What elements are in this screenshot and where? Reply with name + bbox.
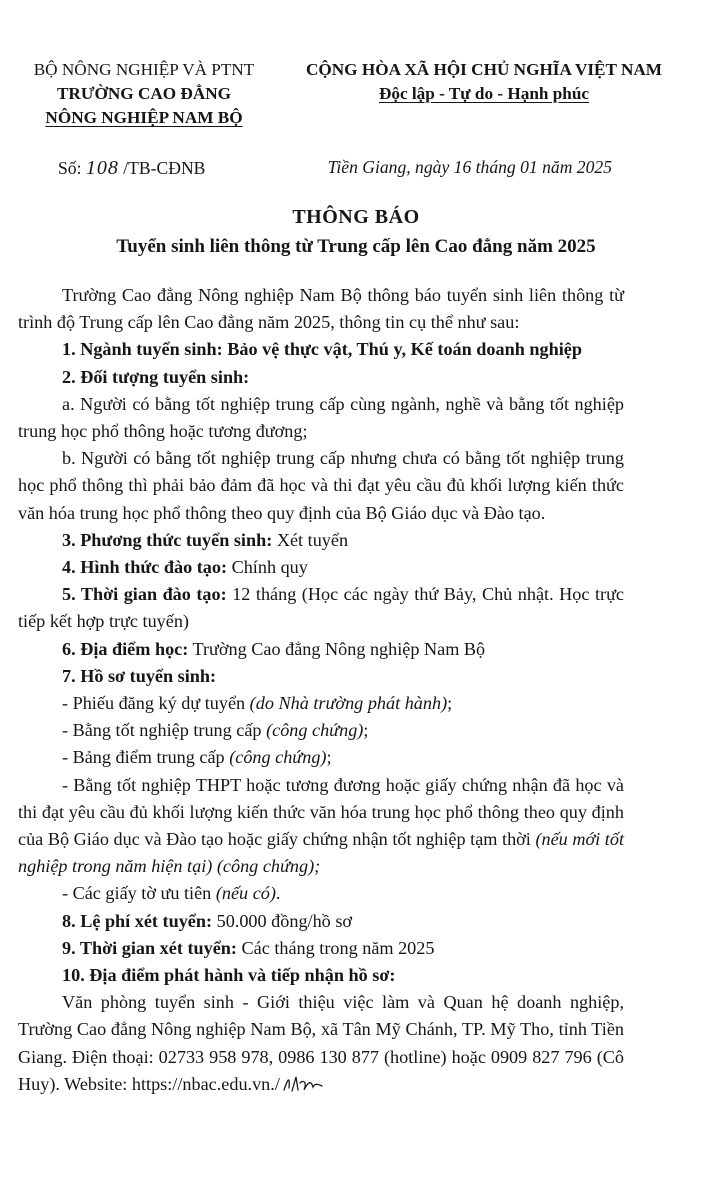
- section-8: 8. Lệ phí xét tuyển: 50.000 đồng/hồ sơ: [62, 910, 353, 931]
- school-name-line1: TRƯỜNG CAO ĐẲNG: [56, 84, 232, 103]
- intro-paragraph: Trường Cao đẳng Nông nghiệp Nam Bộ thông báo tuyển sinh liên thông từ trình độ Trung cấp lên Cao đẳng năm 2025, thông tin cụ thể như sau:: [18, 285, 624, 333]
- section-2a: a. Người có bằng tốt nghiệp trung cấp cùng ngành, nghề và bằng tốt nghiệp trung học phổ thông hoặc tương đương;: [18, 393, 624, 442]
- document-number: Số: 108 /TB-CĐNB: [58, 157, 206, 179]
- section-7-item-1: - Phiếu đăng ký dự tuyển (do Nhà trường phát hành);: [62, 693, 453, 714]
- document-body: [18, 282, 624, 1098]
- ministry-name: BỘ NÔNG NGHIỆP VÀ PTNT: [33, 60, 255, 79]
- document-subtitle: Tuyển sinh liên thông từ Trung cấp lên Cao đẳng năm 2025: [116, 236, 596, 257]
- section-2b: b. Người có bằng tốt nghiệp trung cấp nhưng chưa có bằng tốt nghiệp trung học phổ thông thì phải bảo đảm đã học và thi đạt yêu cầu đủ khối lượng kiến thức văn hóa trung học phổ thông theo quy định của Bộ Giáo dục và Đào tạo.: [18, 448, 624, 523]
- issuing-agency-block: [8, 58, 280, 130]
- section-7-item-3: - Bảng điểm trung cấp (công chứng);: [62, 747, 332, 768]
- section-1: 1. Ngành tuyển sinh: Bảo vệ thực vật, Thú y, Kế toán doanh nghiệp: [62, 339, 582, 360]
- place-date: Tiền Giang, ngày 16 tháng 01 năm 2025: [327, 157, 612, 177]
- section-7-item-4: - Bằng tốt nghiệp THPT hoặc tương đương hoặc giấy chứng nhận đã học và thi đạt yêu cầu đủ khối lượng kiến thức văn hóa trung học phổ thông theo quy định của Bộ Giáo dục và Đào tạo hoặc giấy chứng nhận tốt nghiệp tạm thời (nếu mới tốt nghiệp trong năm hiện tại) (công chứng);: [18, 774, 625, 877]
- section-5: 5. Thời gian đào tạo: 12 tháng (Học các ngày thứ Bảy, Chủ nhật. Học trực tiếp kết hợp trực tuyến): [18, 584, 624, 632]
- section-7-item-2: - Bằng tốt nghiệp trung cấp (công chứng);: [62, 720, 369, 741]
- national-motto-block: [278, 58, 690, 106]
- handwritten-number: 108: [85, 157, 119, 179]
- section-9: 9. Thời gian xét tuyển: Các tháng trong năm 2025: [62, 937, 435, 958]
- section-4: 4. Hình thức đào tạo: Chính quy: [62, 557, 308, 578]
- country-name: CỘNG HÒA XÃ HỘI CHỦ NGHĨA VIỆT NAM: [305, 60, 663, 79]
- section-3: 3. Phương thức tuyển sinh: Xét tuyển: [62, 529, 349, 550]
- school-name-line2: NÔNG NGHIỆP NAM BỘ: [45, 108, 243, 127]
- document-title: THÔNG BÁO: [292, 206, 420, 228]
- section-7-heading: 7. Hồ sơ tuyển sinh:: [62, 665, 217, 686]
- section-2-heading: 2. Đối tượng tuyển sinh:: [62, 366, 250, 387]
- section-6: 6. Địa điểm học: Trường Cao đẳng Nông nghiệp Nam Bộ: [62, 638, 486, 659]
- section-7-item-5: - Các giấy tờ ưu tiên (nếu có).: [62, 883, 281, 904]
- section-10-heading: 10. Địa điểm phát hành và tiếp nhận hồ sơ:: [62, 965, 396, 986]
- section-10-text: Văn phòng tuyển sinh - Giới thiệu việc làm và Quan hệ doanh nghiệp, Trường Cao đẳng Nông nghiệp Nam Bộ, xã Tân Mỹ Chánh, TP. Mỹ Tho, tỉnh Tiền Giang. Điện thoại: 02733 958 978, 0986 130 877 (hotline) hoặc 0909 827 796 (Cô Huy). Website: https://nbac.edu.vn./: [18, 992, 624, 1094]
- initials-signature: [280, 1074, 328, 1094]
- motto: Độc lập - Tự do - Hạnh phúc: [378, 84, 590, 103]
